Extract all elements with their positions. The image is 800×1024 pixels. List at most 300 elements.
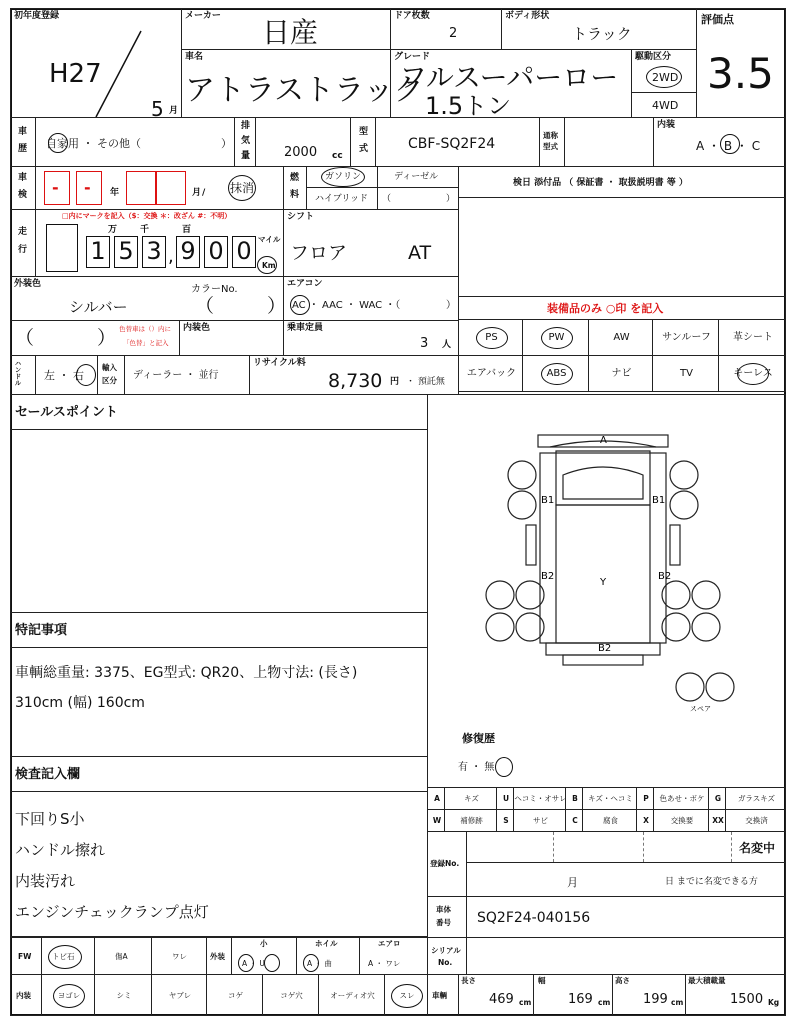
legend-code-cell (636, 809, 654, 832)
legend-desc-cell (582, 809, 637, 832)
legend-code-cell (496, 787, 514, 810)
first-reg-label: 初年度登録 (14, 11, 60, 21)
legend-code-cell (708, 809, 726, 832)
interior-item-text: ヤブレ (168, 991, 192, 1000)
wheel-value: A ・ 曲 (307, 959, 332, 968)
diagram-y: Y (600, 577, 607, 588)
length-cell (458, 974, 534, 1016)
interior-grade: A ・ B ・ C (696, 139, 761, 153)
size-label-cell (427, 974, 459, 1016)
mileage-digit-6: 0 (232, 236, 256, 268)
deposit-text: ・ 預託無 (406, 377, 445, 387)
load-label: 最大積載量 (688, 976, 726, 985)
fw-label-cell (10, 937, 42, 975)
legend-desc: 交換要 (670, 816, 694, 825)
small-label: 小 (260, 939, 268, 948)
equipment-label: PW (548, 332, 565, 343)
mileage-box-blank (46, 224, 78, 272)
inspection-label2: 検 (18, 190, 28, 200)
fuel-other-close: ） (446, 194, 456, 204)
expired-circle (228, 175, 256, 201)
equipment-cell (458, 319, 523, 356)
equipment-cell (522, 355, 589, 392)
equipment-label: ABS (546, 368, 567, 379)
interior-item-text: シミ (116, 991, 132, 1000)
inspector-note-2: ハンドル擦れ (15, 841, 106, 859)
legend-code: A (434, 794, 440, 803)
fuel-label2: 料 (290, 190, 300, 200)
displacement-value: 2000 (284, 145, 318, 160)
steering-cell (35, 355, 98, 395)
mileage-digit-3: 3 (142, 236, 166, 268)
mileage-label-cell (10, 209, 36, 277)
mileage-km: Km (262, 261, 276, 270)
car-name-label: 車名 (185, 52, 204, 62)
special-line1: 車輌総重量: 3375、EG型式: QR20、上物寸法: (長さ) (15, 665, 358, 681)
aero-cell (359, 937, 428, 975)
serial-label2: No. (438, 958, 453, 967)
transmission-value: AT (408, 242, 432, 264)
legend-desc: サビ (533, 816, 548, 825)
legend-code-cell (708, 787, 726, 810)
fuel-diesel-cell (377, 166, 459, 188)
fw-label: FW (18, 952, 32, 961)
score-cell (696, 8, 786, 118)
equipment-label: PS (485, 332, 498, 343)
legend-code-cell (427, 787, 445, 810)
doors-value: 2 (449, 26, 458, 41)
interior-item (318, 974, 385, 1016)
mileage-digit-1: 1 (86, 236, 110, 268)
body-label: ボディ形状 (505, 11, 550, 21)
mileage-sen: 千 (140, 225, 150, 235)
legend-code: X (643, 816, 649, 825)
model-value: CBF-SQ2F24 (408, 136, 496, 152)
reg-no-cell (466, 831, 786, 863)
fw-item-3-text: ワレ (172, 952, 187, 961)
interior-label: 内装 (657, 120, 676, 130)
interior-item-circle (391, 984, 423, 1008)
reg-label-cell (427, 831, 467, 897)
dealer-value: ディーラー ・ 並行 (133, 370, 219, 381)
ac-close: ） (446, 300, 456, 311)
legend-desc-cell (444, 809, 497, 832)
equipment-label: キーレス (733, 368, 773, 379)
diagram-b2-right: B2 (658, 571, 672, 582)
size-label: 車輌 (432, 991, 447, 1000)
reg-day-text: 日 までに名変できる方 (665, 877, 758, 887)
height-unit: cm (671, 998, 684, 1007)
inspector-label: 検査記入欄 (15, 767, 81, 782)
steering-value: 左 ・ 右 (44, 369, 84, 382)
small-value: A ・ U (242, 959, 265, 968)
bottom-int-label: 内装 (16, 991, 31, 1000)
docs-header-cell (458, 166, 786, 198)
legend-code: B (572, 794, 578, 803)
ext-color-value: シルバー (69, 298, 128, 316)
interior-item-text: コゲ穴 (280, 991, 303, 1000)
color-no-open: （ (195, 295, 215, 317)
legend-code-cell (427, 809, 445, 832)
wheel-circle (303, 954, 319, 972)
docs-label: 検日 添付品 （ 保証書 ・ 取扱説明書 等 ） (513, 178, 688, 188)
grade-label: グレード (394, 52, 431, 62)
legend-desc-cell (444, 787, 497, 810)
capacity-value: 3 (420, 336, 429, 351)
repair-value: 有 ・ 無 (458, 762, 495, 773)
wheel-label: ホイル (315, 939, 338, 948)
equipment-label: TV (680, 368, 693, 379)
legend-desc-cell (582, 787, 637, 810)
mileage-note: □内にマークを記入（$：交換 ＊：改ざん #：不明） (62, 212, 232, 220)
equipment-cell (458, 355, 523, 392)
history-label1: 車 (18, 127, 28, 137)
shift-label: シフト (287, 212, 315, 222)
grade-cell (390, 49, 632, 118)
height-label: 高さ (615, 976, 630, 985)
insp-expired: 抹消 (230, 181, 255, 195)
equipment-label: サンルーフ (662, 332, 711, 343)
insp-box3 (126, 171, 156, 205)
equipment-cell (718, 355, 786, 392)
vin-label2: 番号 (436, 918, 451, 927)
fuel-hybrid-cell (306, 187, 378, 210)
disp-label3: 量 (241, 151, 251, 161)
history-label-cell (10, 117, 36, 167)
recycle-value: 8,730 (328, 370, 383, 392)
legend-code-cell (565, 809, 583, 832)
equipment-circle (541, 327, 573, 349)
ext-label-cell (206, 937, 232, 975)
mileage-mile: マイル (258, 235, 281, 244)
interior-item-circle (53, 984, 85, 1008)
name-change-date-cell (466, 862, 786, 897)
legend-code: XX (712, 816, 724, 825)
fuel-label-cell (283, 166, 307, 210)
history-close: ） (221, 137, 232, 150)
ac-value: AC ・ AAC ・ WAC ・（ (292, 300, 401, 311)
steering-label: ハンドル (13, 360, 22, 386)
equipment-title-cell (458, 296, 786, 320)
common-label1: 通称 (543, 131, 558, 140)
displacement-cell (255, 117, 351, 167)
legend-desc: 交換済 (745, 816, 768, 825)
repair-circle (495, 757, 513, 777)
legend-code: G (714, 794, 722, 803)
gasoline-circle (321, 167, 365, 187)
insp-month: 月 (192, 188, 202, 198)
first-registration-cell (10, 8, 182, 121)
equipment-cell (522, 319, 589, 356)
mileage-cell: □内にマークを記入（$：交換 ＊：改ざん #：不明） 万 千 百 1 5 3 , 9 0 0 マイル Km (35, 209, 284, 277)
serial-label1: シリアル (431, 946, 461, 955)
equipment-cell (718, 319, 786, 356)
color-no-label: カラーNo. (191, 284, 238, 295)
inspector-body (10, 791, 428, 937)
aero-value: A ・ ワレ (368, 959, 401, 968)
first-reg-year: H27 (49, 59, 102, 89)
month-unit: 月 (169, 106, 179, 116)
capacity-unit: 人 (442, 340, 452, 350)
car-name-value: アトラストラック (185, 73, 424, 108)
small-circle-u (264, 954, 280, 972)
equipment-label: AW (613, 332, 630, 343)
legend-desc-cell (653, 787, 709, 810)
insp-box4 (156, 171, 186, 205)
inspection-label1: 車 (18, 173, 28, 183)
diagram-spare: スペア (690, 705, 711, 713)
fw-item-1 (41, 937, 95, 975)
vin-value: SQ2F24-040156 (477, 910, 591, 926)
docs-body-cell (458, 197, 786, 297)
length-unit: cm (519, 998, 532, 1007)
fuel-gasoline-cell (306, 166, 378, 188)
color-no-close: ） (267, 295, 287, 317)
mileage-man: 万 (108, 225, 118, 235)
steering-circle (76, 364, 96, 386)
equipment-cell (652, 355, 719, 392)
legend-desc-cell (725, 787, 786, 810)
history-circle (48, 133, 68, 153)
width-label: 幅 (538, 976, 546, 985)
special-header (10, 612, 428, 648)
doors-label: ドア枚数 (394, 11, 430, 21)
history-cell (35, 117, 235, 167)
recycle-cell (249, 355, 459, 395)
legend-desc: キズ (464, 794, 479, 803)
equipment-title: 装備品のみ ○印 を記入 (547, 302, 664, 315)
diagram-b2-rear: B2 (598, 643, 612, 654)
diesel: ディーゼル (394, 172, 439, 182)
import-label2: 区分 (102, 376, 117, 385)
equipment-cell (588, 319, 653, 356)
interior-item-text: コゲ (228, 991, 243, 1000)
aero-label: エアロ (378, 939, 401, 948)
steering-label-cell (10, 355, 36, 395)
drive-label: 駆動区分 (635, 52, 672, 62)
dealer-cell (124, 355, 250, 395)
score-value: 3.5 (707, 49, 774, 98)
fuel-other-open: （ (382, 194, 392, 204)
vin-cell (466, 896, 786, 938)
grade-line1: フルスーパーロー (399, 61, 619, 94)
diagram-a: A (600, 435, 607, 446)
legend-code: C (572, 816, 578, 825)
interior-circle (720, 134, 740, 154)
load-value: 1500 (730, 992, 764, 1007)
ext-color-cell (10, 276, 287, 321)
color-change-cell (10, 320, 180, 356)
width-value: 169 (568, 992, 593, 1007)
slash-mark (11, 9, 183, 119)
km-circle (257, 256, 277, 274)
legend-code: P (643, 794, 649, 803)
insp-year: 年 (110, 188, 120, 198)
drive-2wd-circle (646, 66, 682, 88)
inspector-note-1: 下回りS小 (15, 810, 85, 828)
fw-item-3 (151, 937, 207, 975)
ac-circle (290, 295, 310, 315)
fw-item-1-text: トビ石 (52, 952, 75, 961)
special-label: 特記事項 (15, 623, 68, 638)
disp-label-cell (234, 117, 256, 167)
small-circle-a (238, 954, 254, 972)
history-label2: 歴 (18, 144, 28, 154)
wheel-cell (296, 937, 360, 975)
recycle-label: リサイクル料 (253, 358, 306, 368)
int-color-label: 内装色 (183, 323, 211, 333)
interior-item-text: ヨゴレ (57, 991, 81, 1000)
interior-item (151, 974, 207, 1016)
legend-desc: ガラスキズ (737, 794, 776, 803)
interior-item (262, 974, 319, 1016)
inspector-note-4: エンジンチェックランプ点灯 (15, 903, 209, 921)
interior-item (94, 974, 152, 1016)
ac-cell (283, 276, 459, 321)
mileage-label2: 行 (18, 245, 28, 255)
capacity-label: 乗車定員 (287, 323, 324, 333)
equipment-circle (541, 363, 573, 385)
serial-cell (466, 937, 786, 975)
interior-item-text: オーディオ穴 (330, 991, 375, 1000)
fuel-label1: 燃 (290, 173, 300, 183)
color-change-open: （ (15, 327, 35, 349)
inspector-note-3: 内装汚れ (15, 872, 76, 890)
equipment-label: ナビ (611, 368, 632, 379)
score-label: 評価点 (701, 13, 734, 26)
drive-cell (631, 49, 697, 118)
interior-item (384, 974, 428, 1016)
drive-2wd: 2WD (652, 71, 679, 84)
small-cell (231, 937, 297, 975)
mileage-hyaku: 百 (182, 225, 192, 235)
interior-cell (653, 117, 786, 167)
legend-desc: 腐食 (603, 816, 618, 825)
fuel-other-cell (377, 187, 459, 210)
legend-desc-cell (513, 787, 566, 810)
equipment-label: エアバック (466, 368, 517, 379)
interior-item-text: スレ (399, 991, 415, 1000)
fw-item-2 (94, 937, 152, 975)
body-value: トラック (572, 25, 632, 43)
diagram-b1-right: B1 (652, 495, 666, 506)
drive-4wd: 4WD (652, 99, 679, 112)
diagram-b2-left: B2 (541, 571, 555, 582)
length-value: 469 (489, 992, 514, 1007)
common-label2: 型式 (543, 142, 558, 151)
equipment-cell (588, 355, 653, 392)
grade-line2: 1.5トン (425, 92, 512, 120)
inspection-cell: - - 年 月 / 抹消 (35, 166, 284, 210)
maker-cell (181, 8, 391, 50)
legend-code: W (432, 816, 442, 825)
load-cell (685, 974, 786, 1016)
common-cell (564, 117, 654, 167)
repair-label: 修復歴 (462, 732, 495, 745)
ac-label: エアコン (287, 279, 323, 289)
serial-label-cell (427, 937, 467, 975)
legend-desc: 補修跡 (460, 816, 483, 825)
common-label-cell (539, 117, 565, 167)
int-color-cell (179, 320, 284, 356)
hybrid: ハイブリッド (315, 194, 369, 204)
special-body (10, 647, 428, 757)
truck-diagram (428, 395, 787, 789)
inspector-header (10, 756, 428, 792)
width-cell (533, 974, 613, 1016)
legend-desc-cell (725, 809, 786, 832)
shift-value: フロア (290, 242, 348, 264)
yen-unit: 円 (390, 377, 400, 387)
shift-cell (283, 209, 459, 277)
fw-item-2-text: 傷A (115, 952, 128, 961)
first-reg-month: 5 (151, 97, 164, 121)
bottom-ext-label: 外装 (210, 952, 225, 961)
reg-month: 月 (567, 876, 578, 889)
maker-label: メーカー (185, 11, 221, 21)
length-label: 長さ (461, 976, 476, 985)
width-unit: cm (598, 998, 611, 1007)
load-unit: Kg (768, 998, 780, 1007)
body-cell (501, 8, 697, 50)
legend-desc: ヘコミ・オサレ (514, 794, 567, 803)
sales-label: セールスポイント (15, 405, 118, 420)
diagram-area (427, 394, 786, 788)
legend-code: S (503, 816, 509, 825)
height-value: 199 (643, 992, 668, 1007)
mileage-digit-5: 0 (204, 236, 228, 268)
reg-no-label: 登録No. (430, 859, 460, 868)
color-change-close: ） (97, 327, 117, 349)
disp-label1: 排 (241, 121, 251, 131)
history-value: 自家用 ・ その他（ (46, 137, 141, 150)
legend-code-cell (636, 787, 654, 810)
sales-header (10, 394, 428, 430)
capacity-cell (283, 320, 459, 356)
vin-label-cell (427, 896, 467, 938)
import-label1: 輸入 (102, 363, 117, 372)
legend-desc-cell (653, 809, 709, 832)
ext-color-label: 外装色 (14, 279, 42, 289)
legend-code-cell (496, 809, 514, 832)
legend-code: U (502, 794, 510, 803)
model-cell (375, 117, 540, 167)
sales-body (10, 429, 428, 613)
color-note-2: 「色替」と記入 (123, 339, 169, 347)
vin-label1: 車体 (436, 905, 451, 914)
name-change: 名変中 (739, 841, 776, 855)
interior-item (41, 974, 95, 1016)
legend-code-cell (565, 787, 583, 810)
legend-desc-cell (513, 809, 566, 832)
equipment-circle (476, 327, 508, 349)
legend-desc: キズ・ヘコミ (588, 794, 633, 803)
legend-desc: 色あせ・ボケ (659, 794, 705, 803)
model-label2: 式 (359, 144, 369, 154)
diagram-b1-left: B1 (541, 495, 555, 506)
mileage-digit-4: 9 (176, 236, 200, 268)
maker-value: 日産 (262, 16, 319, 49)
doors-cell (390, 8, 502, 50)
equipment-cell (652, 319, 719, 356)
disp-label2: 気 (241, 136, 251, 146)
gasoline: ガソリン (325, 172, 362, 182)
inspection-label-cell (10, 166, 36, 210)
int-label-cell (10, 974, 42, 1016)
fw-item-1-circle (48, 945, 82, 969)
import-label-cell (97, 355, 125, 395)
model-label1: 型 (359, 127, 369, 137)
